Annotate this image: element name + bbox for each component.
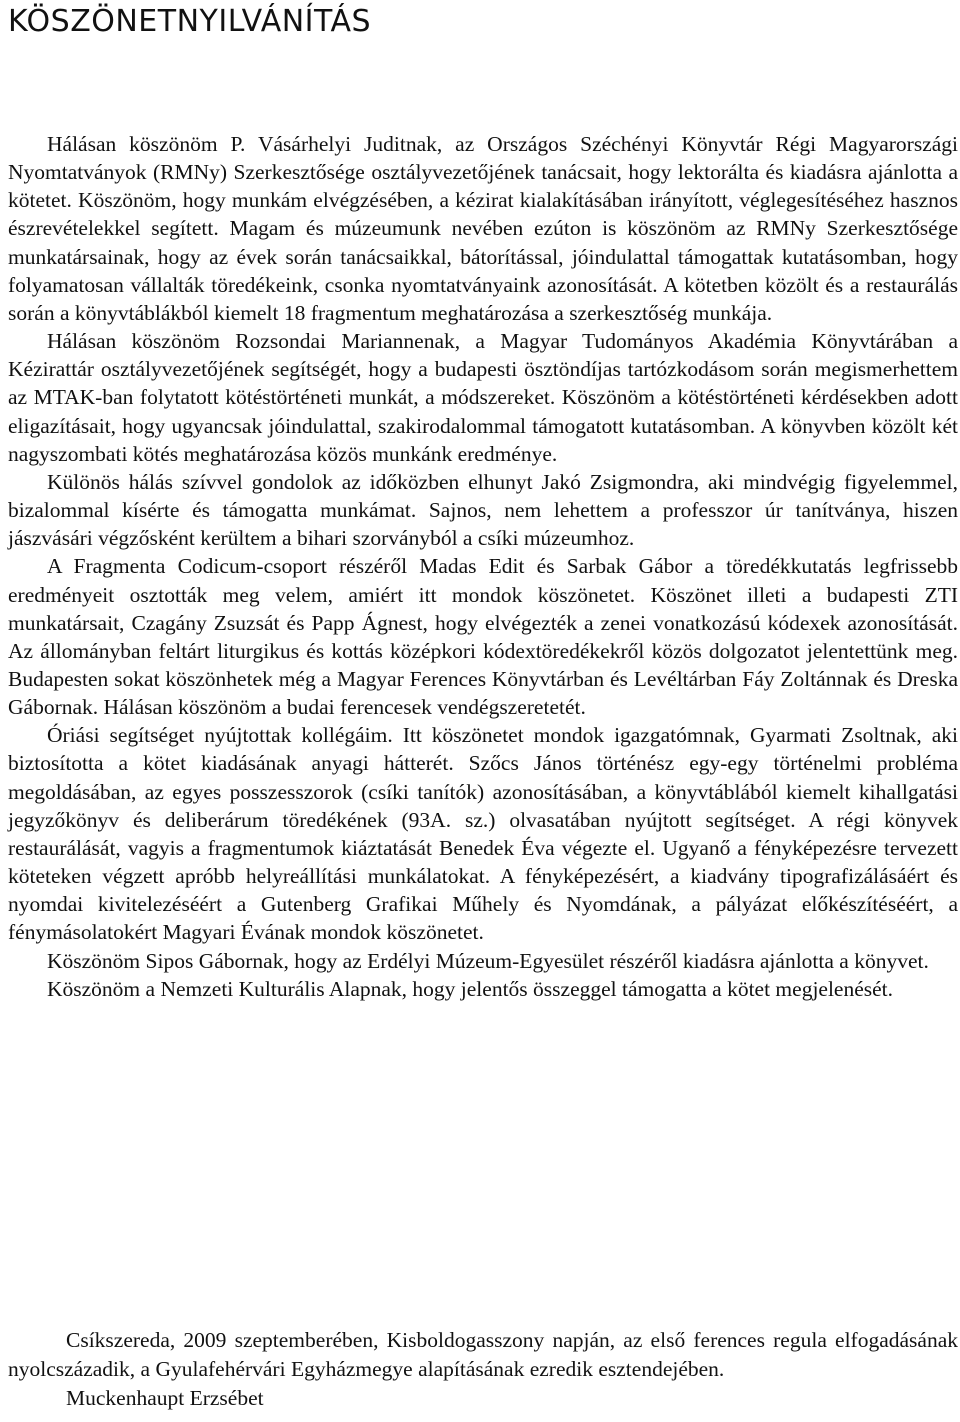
paragraph: Köszönöm a Nemzeti Kulturális Alapnak, hogy jelentős összeggel támogatta a kötet megjelenését. bbox=[47, 976, 894, 1001]
paragraph: Hálásan köszönöm P. Vásárhelyi Juditnak, az Országos Széchényi Könyvtár Régi Magyarországi Nyomtatványok (RMNy) Szerkesztősége osztályvezetőjének tanácsait, hogy lektorálta és kiadásra ajánlotta a kötetet. Köszönöm, hogy munkám elvégzésében, a kézirat kialakításában irányított, véglegesítéséhez hasznos észrevételekkel segített. Magam és múzeumunk nevében ezúton is köszönöm az RMNy Szerkesztősége munkatársainak, hogy az évek során tanácsaikkal, bátorítással, jóindulattal támogattak kutatásomban, hogy folyamatosan vállalták töredékeink, csonka nyomtatványaink azonosítását. A kötetben közölt és a restaurálás során a könyvtáblákból kiemelt 18 fragmentum meghatározása a szerkesztőség munkája. bbox=[8, 132, 958, 325]
page-title: KÖSZÖNETNYILVÁNÍTÁS bbox=[8, 4, 372, 39]
author-signature: Muckenhaupt Erzsébet bbox=[66, 1386, 264, 1410]
place-date-line: Csíkszereda, 2009 szeptemberében, Kisboldogasszony napján, az első ferences regula elfogadásának nyolcszázadik, a Gyulafehérvári Egyházmegye alapításának ezredik esztendejében. bbox=[8, 1328, 958, 1381]
paragraph: Köszönöm Sipos Gábornak, hogy az Erdélyi Múzeum-Egyesület részéről kiadásra ajánlotta a könyvet. bbox=[47, 948, 929, 973]
paragraph: Óriási segítséget nyújtottak kollégáim. Itt köszönetet mondok igazgatómnak, Gyarmati Zsoltnak, aki biztosította a kötet kiadásának anyagi hátterét. Szőcs János történész egy-egy történelmi probléma megoldásában, az egyes posszesszorok (csíki tanítók) azonosításában, a könyvtáblából kiemelt kihallgatási jegyzőkönyv és deliberárum töredékének (93A. sz.) olvasatában nyújtott segítséget. A régi könyvek restaurálását, vagyis a fragmentumok kiáztatását Benedek Éva végezte el. Ugyanő a fényképezésre tervezett köteteken végzett apróbb helyreállítási munkálatokat. A fényképezésért, a kiadvány tipografizálásáért és nyomdai kivitelezéséért a Gutenberg Grafikai Műhely és Nyomdának, a pályázat előkészítéséért, a fénymásolatokért Magyari Évának mondok köszönetet. bbox=[8, 723, 958, 945]
paragraph: Különös hálás szívvel gondolok az időközben elhunyt Jakó Zsigmondra, aki mindvégig figyelemmel, bizalommal kísérte és támogatta munkámat. Sajnos, nem lehettem a professzor úr tanítványa, hiszen jászvásári végzősként kerültem a bihari szorványból a csíki múzeumhoz. bbox=[8, 469, 958, 551]
paragraph: A Fragmenta Codicum-csoport részéről Madas Edit és Sarbak Gábor a töredékkutatás legfrissebb eredményeit osztották meg velem, amiért itt mondok köszönetet. Köszönet illeti a budapesti ZTI munkatársait, Czagány Zsuzsát és Papp Ágnest, hogy elvégezték a zenei vonatkozású kódexek azonosítását. Az állományban feltárt liturgikus és kottás középkori kódextöredékekről közös dolgozatot jelentettünk meg. Budapesten sokat köszönhetek még a Magyar Ferences Könyvtárban és Levéltárban Fáy Zoltánnak és Dreska Gábornak. Hálásan köszönöm a budai ferencesek vendégszeretetét. bbox=[8, 554, 958, 720]
acknowledgements-body bbox=[8, 130, 958, 1003]
paragraph: Hálásan köszönöm Rozsondai Mariannenak, a Magyar Tudományos Akadémia Könyvtárában a Kézirattár osztályvezetőjének segítségét, hogy a budapesti ösztöndíjas tartózkodásom során megismerhettem az MTAK-ban folytatott kötéstörténeti munkát, a módszereket. Köszönöm a kötéstörténeti kérdésekben adott eligazításait, hogy ugyancsak jóindulattal, szakirodalommal támogatott kutatásomban. A könyvben közölt két nagyszombati kötés meghatározása közös munkánk eredménye. bbox=[8, 329, 958, 466]
closing-block bbox=[8, 1326, 958, 1413]
